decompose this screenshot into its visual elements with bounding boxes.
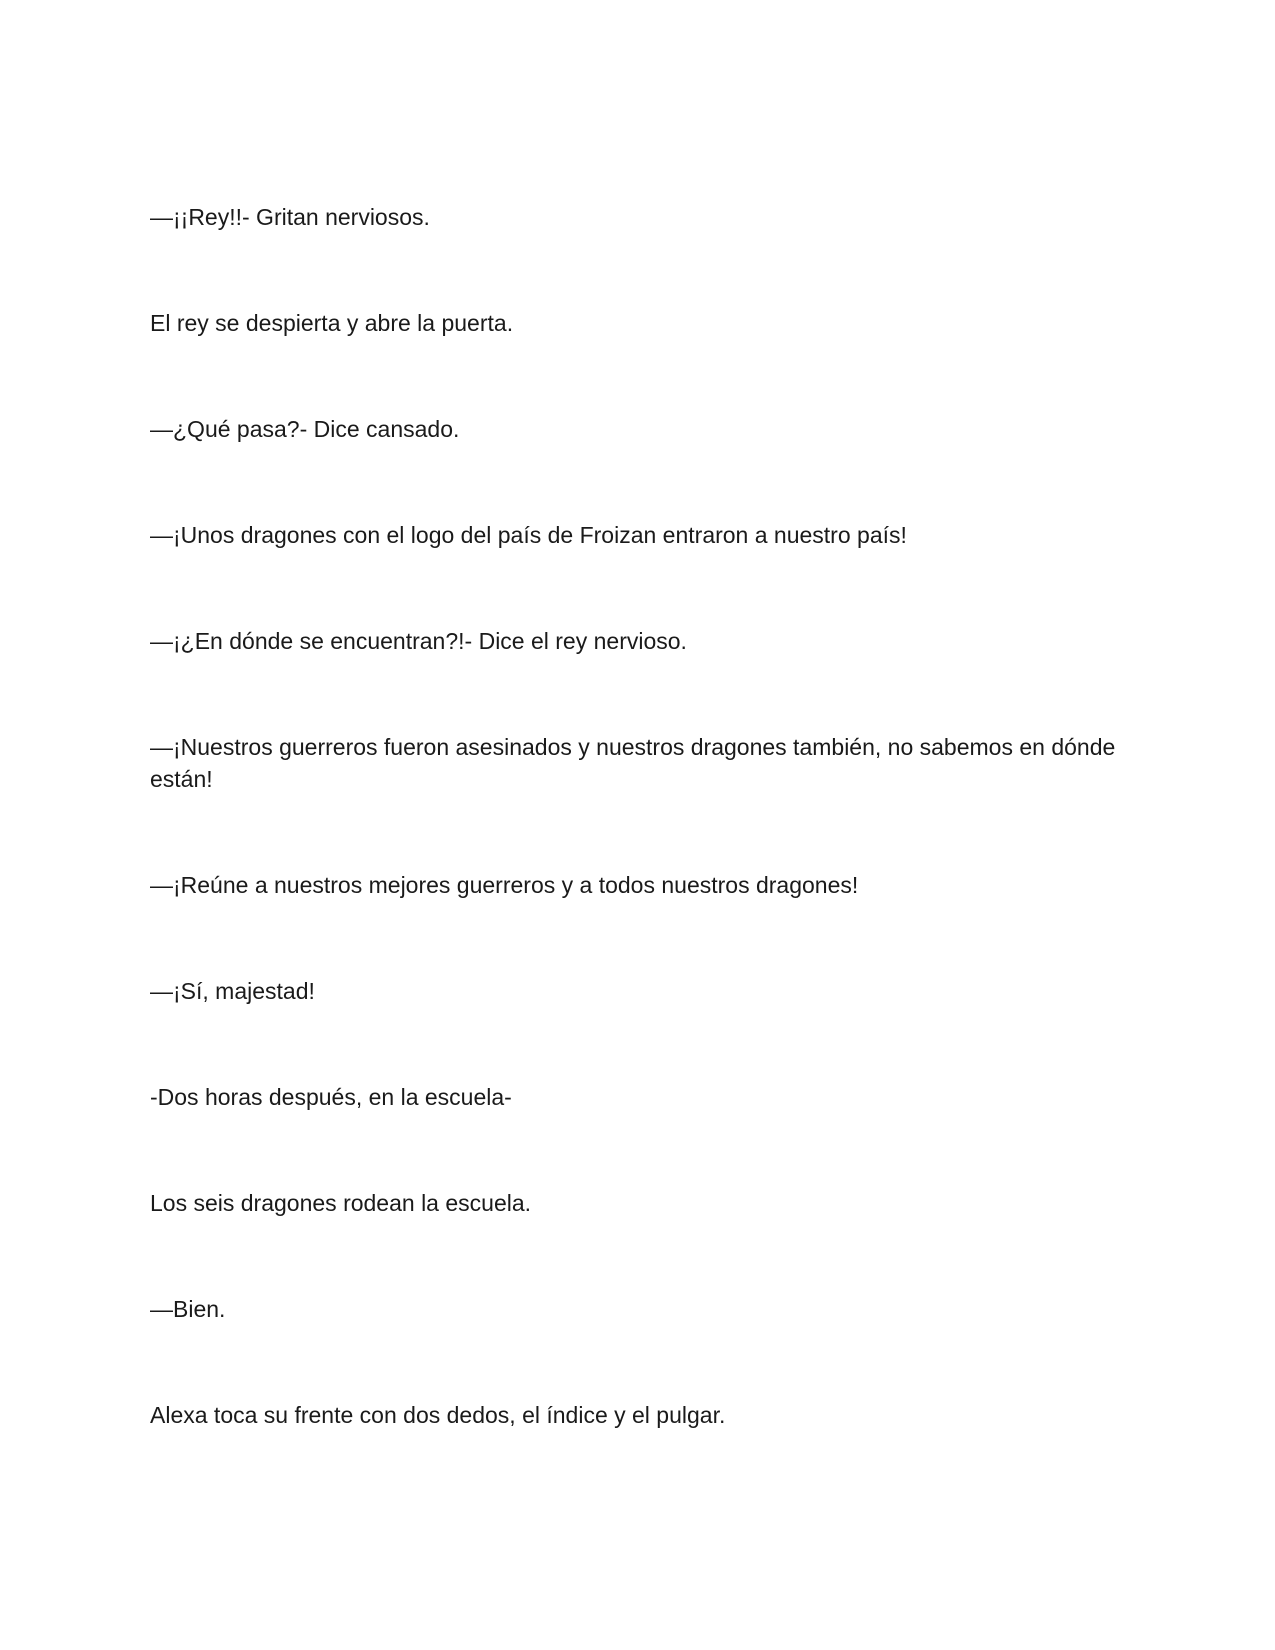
dialogue-paragraph: —¿Qué pasa?- Dice cansado. [150,416,460,442]
dialogue-paragraph: —¡Nuestros guerreros fueron asesinados y nuestros dragones también, no sabemos en dónde están! [150,734,1116,792]
dialogue-paragraph: —Bien. [150,1296,226,1322]
dialogue-paragraph: —¡Reúne a nuestros mejores guerreros y a todos nuestros dragones! [150,872,859,898]
dialogue-paragraph: —¡¿En dónde se encuentran?!- Dice el rey nervioso. [150,628,687,654]
dialogue-paragraph: —¡¡Rey!!- Gritan nerviosos. [150,204,430,230]
scene-break-heading: -Dos horas después, en la escuela- [150,1084,512,1110]
dialogue-paragraph: —¡Sí, majestad! [150,978,315,1004]
narration-paragraph: Los seis dragones rodean la escuela. [150,1190,532,1216]
dialogue-paragraph: —¡Unos dragones con el logo del país de Froizan entraron a nuestro país! [150,522,907,548]
narration-paragraph: Alexa toca su frente con dos dedos, el índice y el pulgar. [150,1402,726,1428]
narration-paragraph: El rey se despierta y abre la puerta. [150,310,514,336]
